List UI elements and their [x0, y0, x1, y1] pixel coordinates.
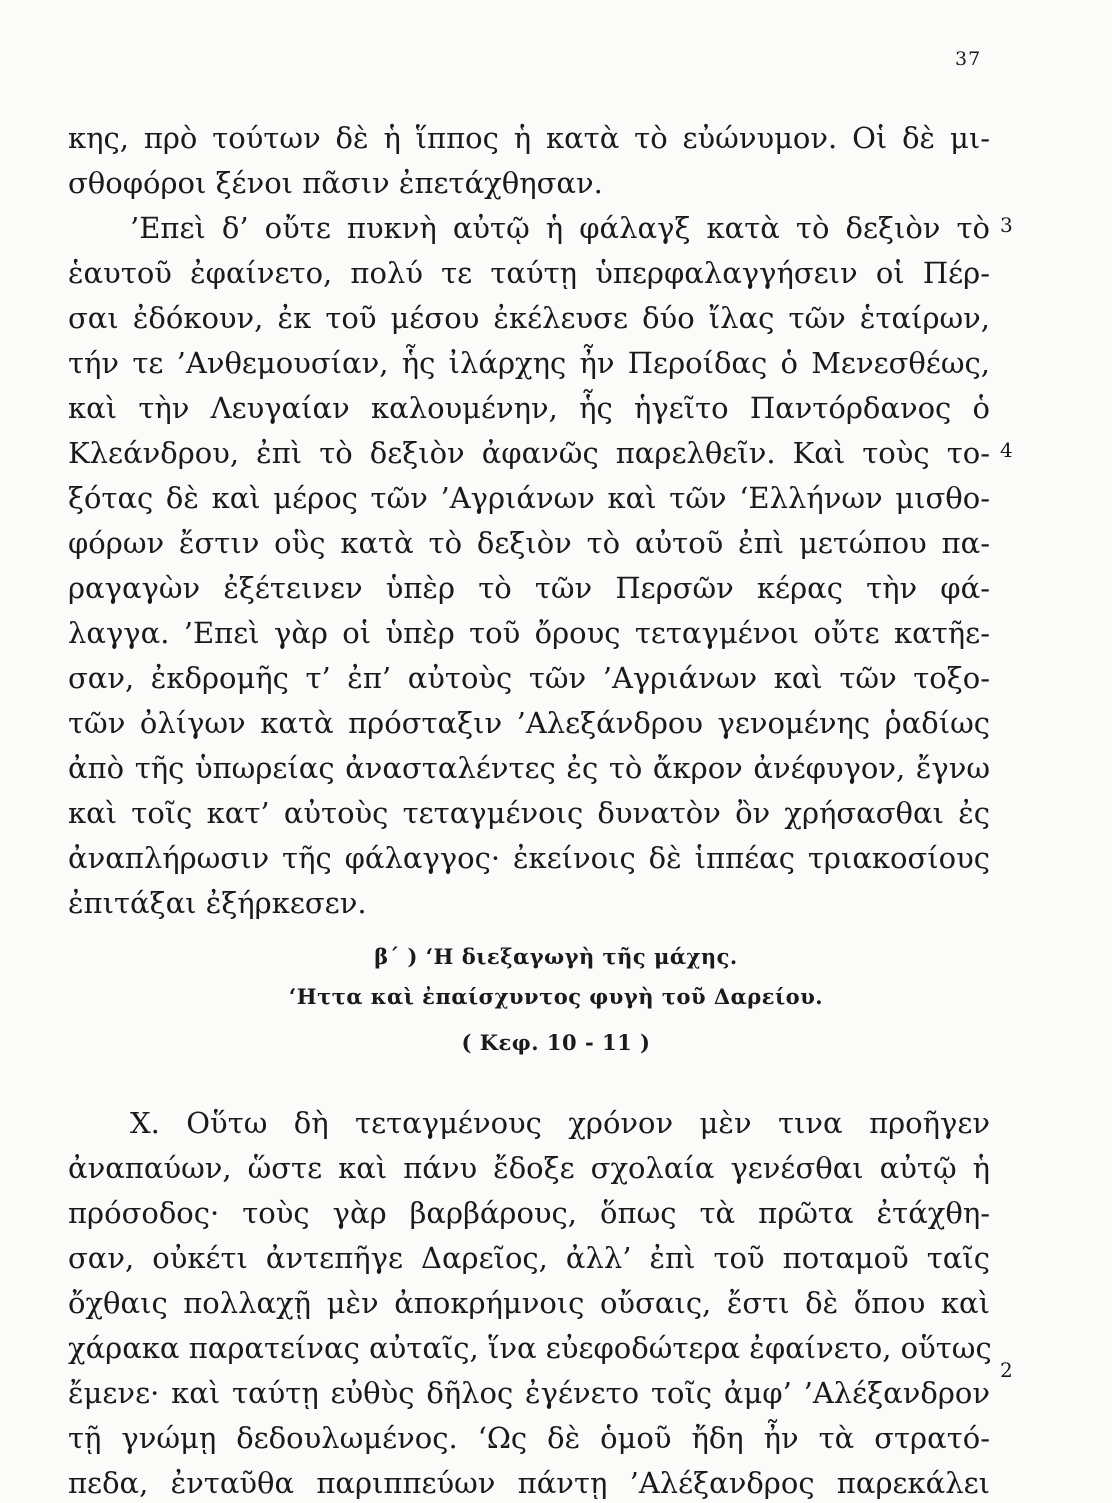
- text-line: ἐπιτάξαι ἐξήρκεσεν.: [68, 886, 367, 920]
- text-line: Κλεάνδρου, ἐπὶ τὸ δεξιὸν ἀφανῶς παρελθεῖν. Καὶ τοὺς το-: [68, 436, 990, 470]
- text-line: χάρακα παρατείνας αὐταῖς, ἵνα εὐεφοδώτερα ἐφαίνετο, οὕτως: [68, 1331, 992, 1365]
- heading-line: β΄ ) ‘Η διεξαγωγὴ τῆς μάχης.: [374, 944, 738, 969]
- section-marker: 4: [1000, 438, 1013, 462]
- section-marker: 3: [1000, 213, 1013, 237]
- text-line: ξότας δὲ καὶ μέρος τῶν ’Αγριάνων καὶ τῶν ‘Ελλήνων μισθο-: [68, 481, 990, 515]
- text-line: τῶν ὀλίγων κατὰ πρόσταξιν ’Αλεξάνδρου γενομένης ῥαδίως: [68, 706, 990, 740]
- text-line: φόρων ἔστιν οὓς κατὰ τὸ δεξιὸν τὸ αὐτοῦ ἐπὶ μετώπου πα-: [68, 526, 990, 560]
- text-line: σαν, οὐκέτι ἀντεπῆγε Δαρεῖος, ἀλλ’ ἐπὶ τοῦ ποταμοῦ ταῖς: [68, 1241, 990, 1275]
- text-line: ἔμενε· καὶ ταύτῃ εὐθὺς δῆλος ἐγένετο τοῖς ἀμφ’ ’Αλέξανδρον: [68, 1376, 990, 1410]
- section-marker: 2: [1000, 1358, 1013, 1382]
- text-line: πρόσοδος· τοὺς γὰρ βαρβάρους, ὅπως τὰ πρῶτα ἐτάχθη-: [68, 1196, 990, 1230]
- text-line: ὄχθαις πολλαχῇ μὲν ἀποκρήμνοις οὔσαις, ἔστι δὲ ὅπου καὶ: [68, 1286, 990, 1320]
- text-line: ἀπὸ τῆς ὑπωρείας ἀνασταλέντες ἐς τὸ ἄκρον ἀνέφυγον, ἔγνω: [68, 751, 990, 785]
- heading-line: ( Κεφ. 10 - 11 ): [461, 1030, 651, 1055]
- text-line: λαγγα. ’Επεὶ γὰρ οἱ ὑπὲρ τοῦ ὄρους τεταγμένοι οὔτε κατῆε-: [68, 616, 990, 650]
- heading-line: ‘Ηττα καὶ ἐπαίσχυντος φυγὴ τοῦ Δαρείου.: [288, 984, 824, 1009]
- text-line: σαν, ἐκδρομῆς τ’ ἐπ’ αὐτοὺς τῶν ’Αγριάνων καὶ τῶν τοξο-: [68, 661, 990, 695]
- text-line: σαι ἐδόκουν, ἐκ τοῦ μέσου ἐκέλευσε δύο ἴλας τῶν ἑταίρων,: [68, 301, 990, 335]
- text-line: τῇ γνώμῃ δεδουλωμένος. ‘Ως δὲ ὁμοῦ ἤδη ἦν τὰ στρατό-: [68, 1421, 990, 1455]
- text-line: σθοφόροι ξένοι πᾶσιν ἐπετάχθησαν.: [68, 166, 603, 200]
- text-line: κης, πρὸ τούτων δὲ ἡ ἵππος ἡ κατὰ τὸ εὐώνυμον. Οἱ δὲ μι-: [68, 121, 990, 155]
- text-line: ἑαυτοῦ ἐφαίνετο, πολύ τε ταύτῃ ὑπερφαλαγγήσειν οἱ Πέρ-: [68, 256, 990, 290]
- text-line: ’Επεὶ δ’ οὔτε πυκνὴ αὐτῷ ἡ φάλαγξ κατὰ τὸ δεξιὸν τὸ: [130, 211, 990, 245]
- text-line: ἀναπλήρωσιν τῆς φάλαγγος· ἐκείνοις δὲ ἱππέας τριακοσίους: [68, 841, 990, 875]
- text-line: ραγαγὼν ἐξέτεινεν ὑπὲρ τὸ τῶν Περσῶν κέρας τὴν φά-: [68, 571, 990, 605]
- text-line: ἀναπαύων, ὥστε καὶ πάνυ ἔδοξε σχολαία γενέσθαι αὐτῷ ἡ: [68, 1151, 990, 1185]
- page-number: 37: [955, 48, 982, 70]
- text-line: καὶ τὴν Λευγαίαν καλουμένην, ἧς ἡγεῖτο Παντόρδανος ὁ: [68, 391, 990, 425]
- text-line: X. Οὕτω δὴ τεταγμένους χρόνον μὲν τινα προῆγεν: [130, 1106, 990, 1140]
- text-line: πεδα, ἐνταῦθα παριππεύων πάντῃ ’Αλέξανδρος παρεκάλει: [68, 1466, 990, 1500]
- text-line: καὶ τοῖς κατ’ αὐτοὺς τεταγμένοις δυνατὸν ὂν χρήσασθαι ἐς: [68, 796, 990, 830]
- text-line: τήν τε ’Ανθεμουσίαν, ἧς ἰλάρχης ἦν Περοίδας ὁ Μενεσθέως,: [68, 346, 990, 380]
